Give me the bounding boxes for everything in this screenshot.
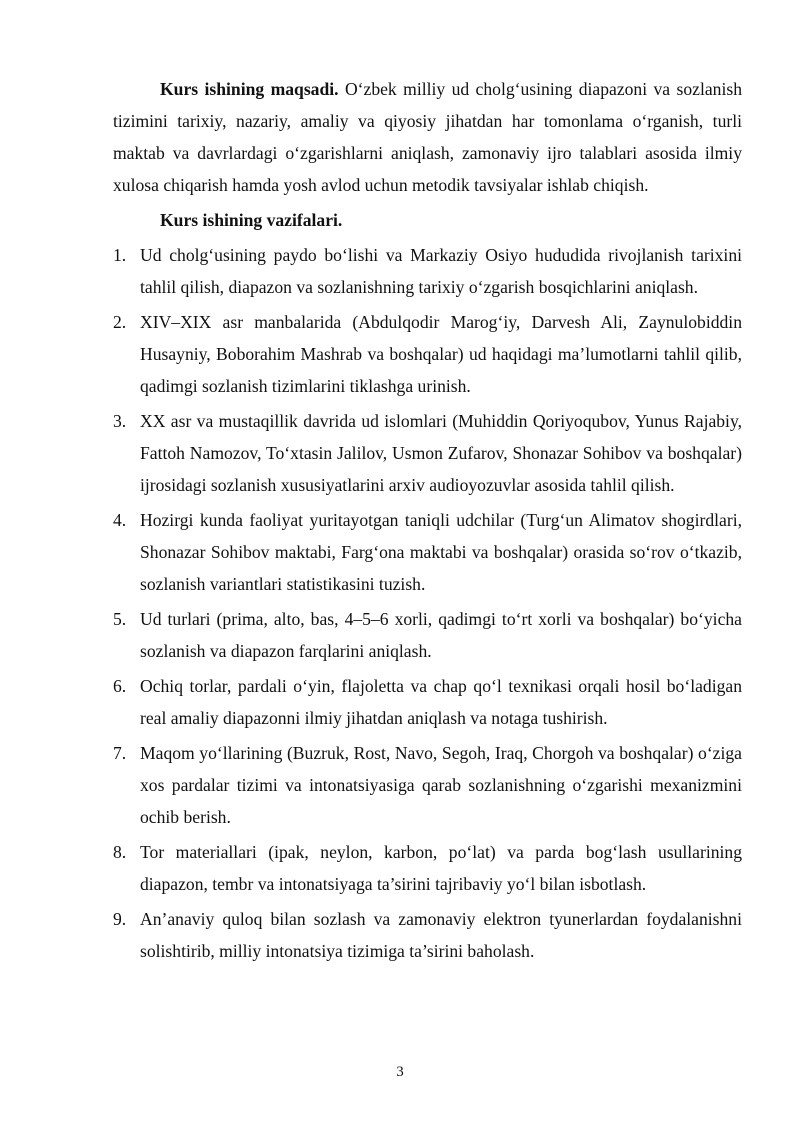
list-item [113, 239, 742, 303]
list-item [113, 504, 742, 600]
goal-text: O‘zbek milliy ud cholg‘usining diapazoni va sozlanish tizimini tarixiy, nazariy, amaliy va qiyosiy jihatdan har tomonlama o‘rganish, turli maktab va davrlardagi o‘zgarishlarni aniqlash, zamonaviy ijro talablari asosida ilmiy xulosa chiqarish hamda yosh avlod uchun metodik tavsiyalar ishlab chiqish. [113, 79, 742, 195]
tasks-heading: Kurs ishining vazifalari. [160, 210, 343, 230]
list-item-number: 6. [113, 676, 127, 696]
list-item-text: Hozirgi kunda faoliyat yuritayotgan taniqli udchilar (Turg‘un Alimatov shogirdlari, Shonazar Sohibov maktabi, Farg‘ona maktabi va boshqalar) orasida so‘rov o‘tkazib, sozlanish variantlari statistikasini tuzish. [140, 510, 742, 594]
list-item-text: An’anaviy quloq bilan sozlash va zamonaviy elektron tyunerlardan foydalanishni solishtirib, milliy intonatsiya tizimiga ta’sirini baholash. [140, 909, 742, 961]
goal-label: Kurs ishining maqsadi. [160, 79, 339, 99]
list-item-number: 7. [113, 743, 127, 763]
list-item-number: 5. [113, 609, 127, 629]
list-item [113, 836, 742, 900]
list-item-text: Maqom yo‘llarining (Buzruk, Rost, Navo, Segoh, Iraq, Chorgoh va boshqalar) o‘ziga xos pardalar tizimi va intonatsiyasiga qarab sozlanishning o‘zgarishi mexanizmini ochib berish. [140, 743, 742, 827]
list-item-number: 1. [113, 245, 127, 265]
list-item [113, 306, 742, 402]
list-item [113, 903, 742, 967]
list-item [113, 405, 742, 501]
list-item-text: Ud cholg‘usining paydo bo‘lishi va Markaziy Osiyo hududida rivojlanish tarixini tahlil qilish, diapazon va sozlanishning tarixiy o‘zgarish bosqichlarini aniqlash. [140, 245, 742, 297]
list-item-number: 4. [113, 510, 127, 530]
goal-paragraph [113, 73, 742, 201]
page-content [113, 73, 742, 970]
page-number: 3 [396, 1064, 404, 1080]
list-item-text: Tor materiallari (ipak, neylon, karbon, po‘lat) va parda bog‘lash usullarining diapazon, tembr va intonatsiyaga ta’sirini tajribaviy yo‘l bilan isbotlash. [140, 842, 742, 894]
list-item [113, 737, 742, 833]
list-item-number: 9. [113, 909, 127, 929]
list-item-text: Ud turlari (prima, alto, bas, 4–5–6 xorli, qadimgi to‘rt xorli va boshqalar) bo‘yicha sozlanish va diapazon farqlarini aniqlash. [140, 609, 742, 661]
list-item [113, 603, 742, 667]
list-item-text: Ochiq torlar, pardali o‘yin, flajoletta va chap qo‘l texnikasi orqali hosil bo‘ladigan real amaliy diapazonni ilmiy jihatdan aniqlash va notaga tushirish. [140, 676, 742, 728]
list-item [113, 670, 742, 734]
list-item-text: XIV–XIX asr manbalarida (Abdulqodir Marog‘iy, Darvesh Ali, Zaynulobiddin Husayniy, Boborahim Mashrab va boshqalar) ud haqidagi ma’lumotlarni tahlil qilib, qadimgi sozlanish tizimlarini tiklashga urinish. [140, 312, 742, 396]
list-item-text: XX asr va mustaqillik davrida ud islomlari (Muhiddin Qoriyoqubov, Yunus Rajabiy, Fattoh Namozov, To‘xtasin Jalilov, Usmon Zufarov, Shonazar Sohibov va boshqalar) ijrosidagi sozlanish xususiyatlarini arxiv audioyozuvlar asosida tahlil qilish. [140, 411, 742, 495]
tasks-list [113, 239, 742, 967]
list-item-number: 8. [113, 842, 127, 862]
list-item-number: 3. [113, 411, 127, 431]
list-item-number: 2. [113, 312, 127, 332]
